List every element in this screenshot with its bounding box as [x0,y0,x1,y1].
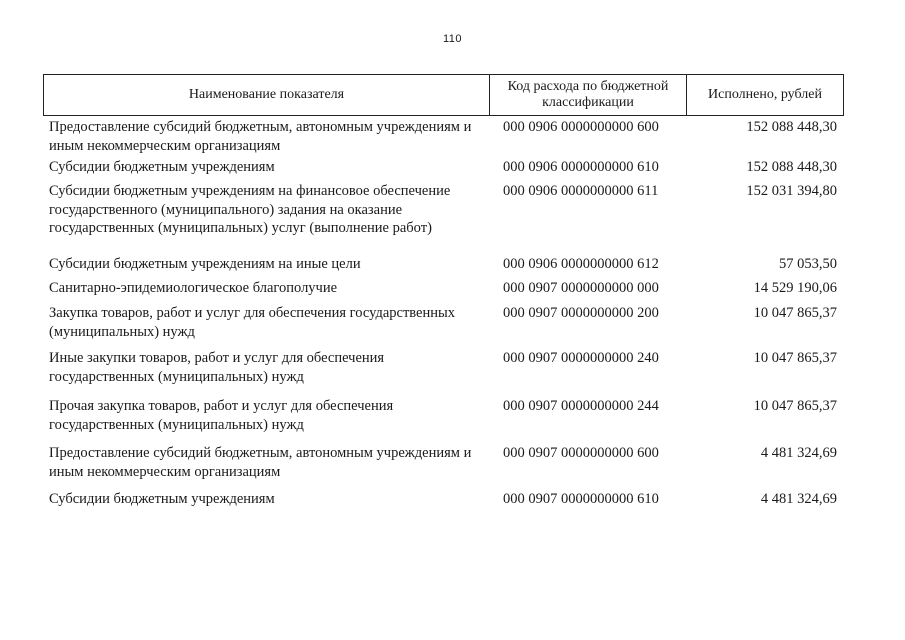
row-name: Закупка товаров, работ и услуг для обеспечения государственных (муниципальных) нужд [49,305,456,340]
row-code: 000 0907 0000000000 600 [503,445,659,461]
header-name: Наименование показателя [188,87,345,102]
header-amount: Исполнено, рублей [686,75,843,115]
header-code: Код расхода по бюджетной классификации [489,75,686,115]
row-name: Субсидии бюджетным учреждениям [49,491,275,507]
row-amount: 152 088 448,30 [746,159,837,175]
row-code: 000 0907 0000000000 610 [503,491,659,507]
row-name: Санитарно-эпидемиологическое благополучие [49,280,338,296]
table-header [43,74,844,116]
row-code: 000 0907 0000000000 000 [503,280,659,296]
row-code: 000 0906 0000000000 610 [503,159,659,175]
row-amount: 57 053,50 [779,256,837,272]
row-name: Предоставление субсидий бюджетным, автономным учреждениям и иным некоммерческим организациям [49,119,472,154]
row-code: 000 0906 0000000000 611 [503,183,659,199]
row-name: Иные закупки товаров, работ и услуг для обеспечения государственных (муниципальных) нужд [49,350,385,385]
row-amount: 152 088 448,30 [746,119,837,135]
row-name: Субсидии бюджетным учреждениям [49,159,275,175]
row-name: Субсидии бюджетным учреждениям на финансовое обеспечение государственного (муниципального) задания на оказание государственных (муниципальных) услуг (выполнение работ) [49,183,451,236]
row-name: Прочая закупка товаров, работ и услуг для обеспечения государственных (муниципальных) нужд [49,398,394,433]
row-amount: 14 529 190,06 [753,280,837,296]
row-amount: 10 047 865,37 [753,305,837,321]
row-name: Предоставление субсидий бюджетным, автономным учреждениям и иным некоммерческим организациям [49,445,472,480]
row-code: 000 0907 0000000000 240 [503,350,659,366]
page-number: 110 [442,33,463,45]
row-amount: 4 481 324,69 [760,445,837,461]
row-amount: 10 047 865,37 [753,398,837,414]
row-code: 000 0906 0000000000 612 [503,256,659,272]
row-name: Субсидии бюджетным учреждениям на иные цели [49,256,361,272]
row-amount: 10 047 865,37 [753,350,837,366]
row-code: 000 0907 0000000000 200 [503,305,659,321]
row-amount: 152 031 394,80 [746,183,837,199]
row-code: 000 0907 0000000000 244 [503,398,659,414]
row-amount: 4 481 324,69 [760,491,837,507]
row-code: 000 0906 0000000000 600 [503,119,659,135]
